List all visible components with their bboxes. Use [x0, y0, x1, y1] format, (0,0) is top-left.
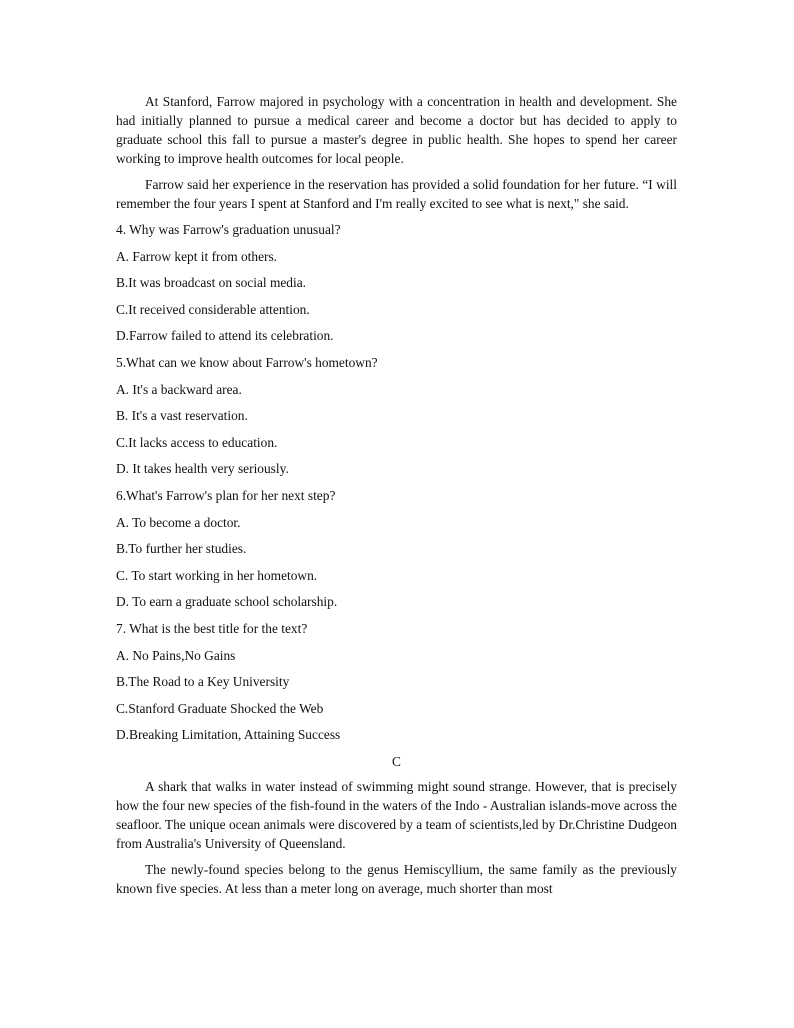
option-b: B. It's a vast reservation.: [116, 408, 248, 424]
paragraph-quote: Farrow said her experience in the reservation has provided a solid foundation for her future. “I will remember the four years I spent at Stanford and I'm really excited to see what is next," she said.: [116, 177, 677, 211]
paragraph-career: At Stanford, Farrow majored in psychology with a concentration in health and development. She had initially planned to pursue a medical career and become a doctor but has decided to apply to graduate school this fall to pursue a master's degree in public health. She hopes to spend her career working to improve health outcomes for local people.: [116, 94, 677, 166]
paragraph-shark-species: The newly-found species belong to the genus Hemiscyllium, the same family as the previously known five species. At less than a meter long on average, much shorter than most: [116, 861, 677, 896]
option-d: D. To earn a graduate school scholarship.: [116, 594, 338, 610]
section-c-title: C: [392, 753, 401, 769]
option-d: D.Farrow failed to attend its celebration.: [116, 328, 334, 344]
option-a: A. Farrow kept it from others.: [116, 248, 278, 264]
option-c: C.It received considerable attention.: [116, 301, 310, 317]
question-stem: 4. Why was Farrow's graduation unusual?: [116, 222, 341, 237]
document-page: [116, 92, 677, 905]
option-a: A. No Pains,No Gains: [116, 647, 236, 663]
option-b: B.The Road to a Key University: [116, 674, 290, 690]
option-d: D.Breaking Limitation, Attaining Success: [116, 727, 341, 743]
option-d: D. It takes health very seriously.: [116, 461, 289, 477]
option-c: C.It lacks access to education.: [116, 434, 278, 450]
option-c: C. To start working in her hometown.: [116, 567, 318, 583]
question-stem: 7. What is the best title for the text?: [116, 620, 308, 636]
question-5: [116, 353, 677, 478]
question-stem: 6.What's Farrow's plan for her next step?: [116, 487, 336, 503]
option-a: A. It's a backward area.: [116, 381, 242, 397]
option-b: B.To further her studies.: [116, 541, 247, 557]
question-6: [116, 486, 677, 611]
option-a: A. To become a doctor.: [116, 514, 241, 530]
option-c: C.Stanford Graduate Shocked the Web: [116, 700, 324, 716]
question-stem: 5.What can we know about Farrow's hometown?: [116, 354, 378, 370]
paragraph-shark-intro: A shark that walks in water instead of swimming might sound strange. However, that is precisely how the four new species of the fish-found in the waters of the Indo - Australian islands-move across the seafloor. The unique ocean animals were discovered by a team of scientists,led by Dr.Christine Dudgeon from Australia's University of Queensland.: [116, 778, 677, 851]
question-4: [116, 220, 677, 345]
question-7: [116, 619, 677, 744]
option-b: B.It was broadcast on social media.: [116, 275, 307, 291]
